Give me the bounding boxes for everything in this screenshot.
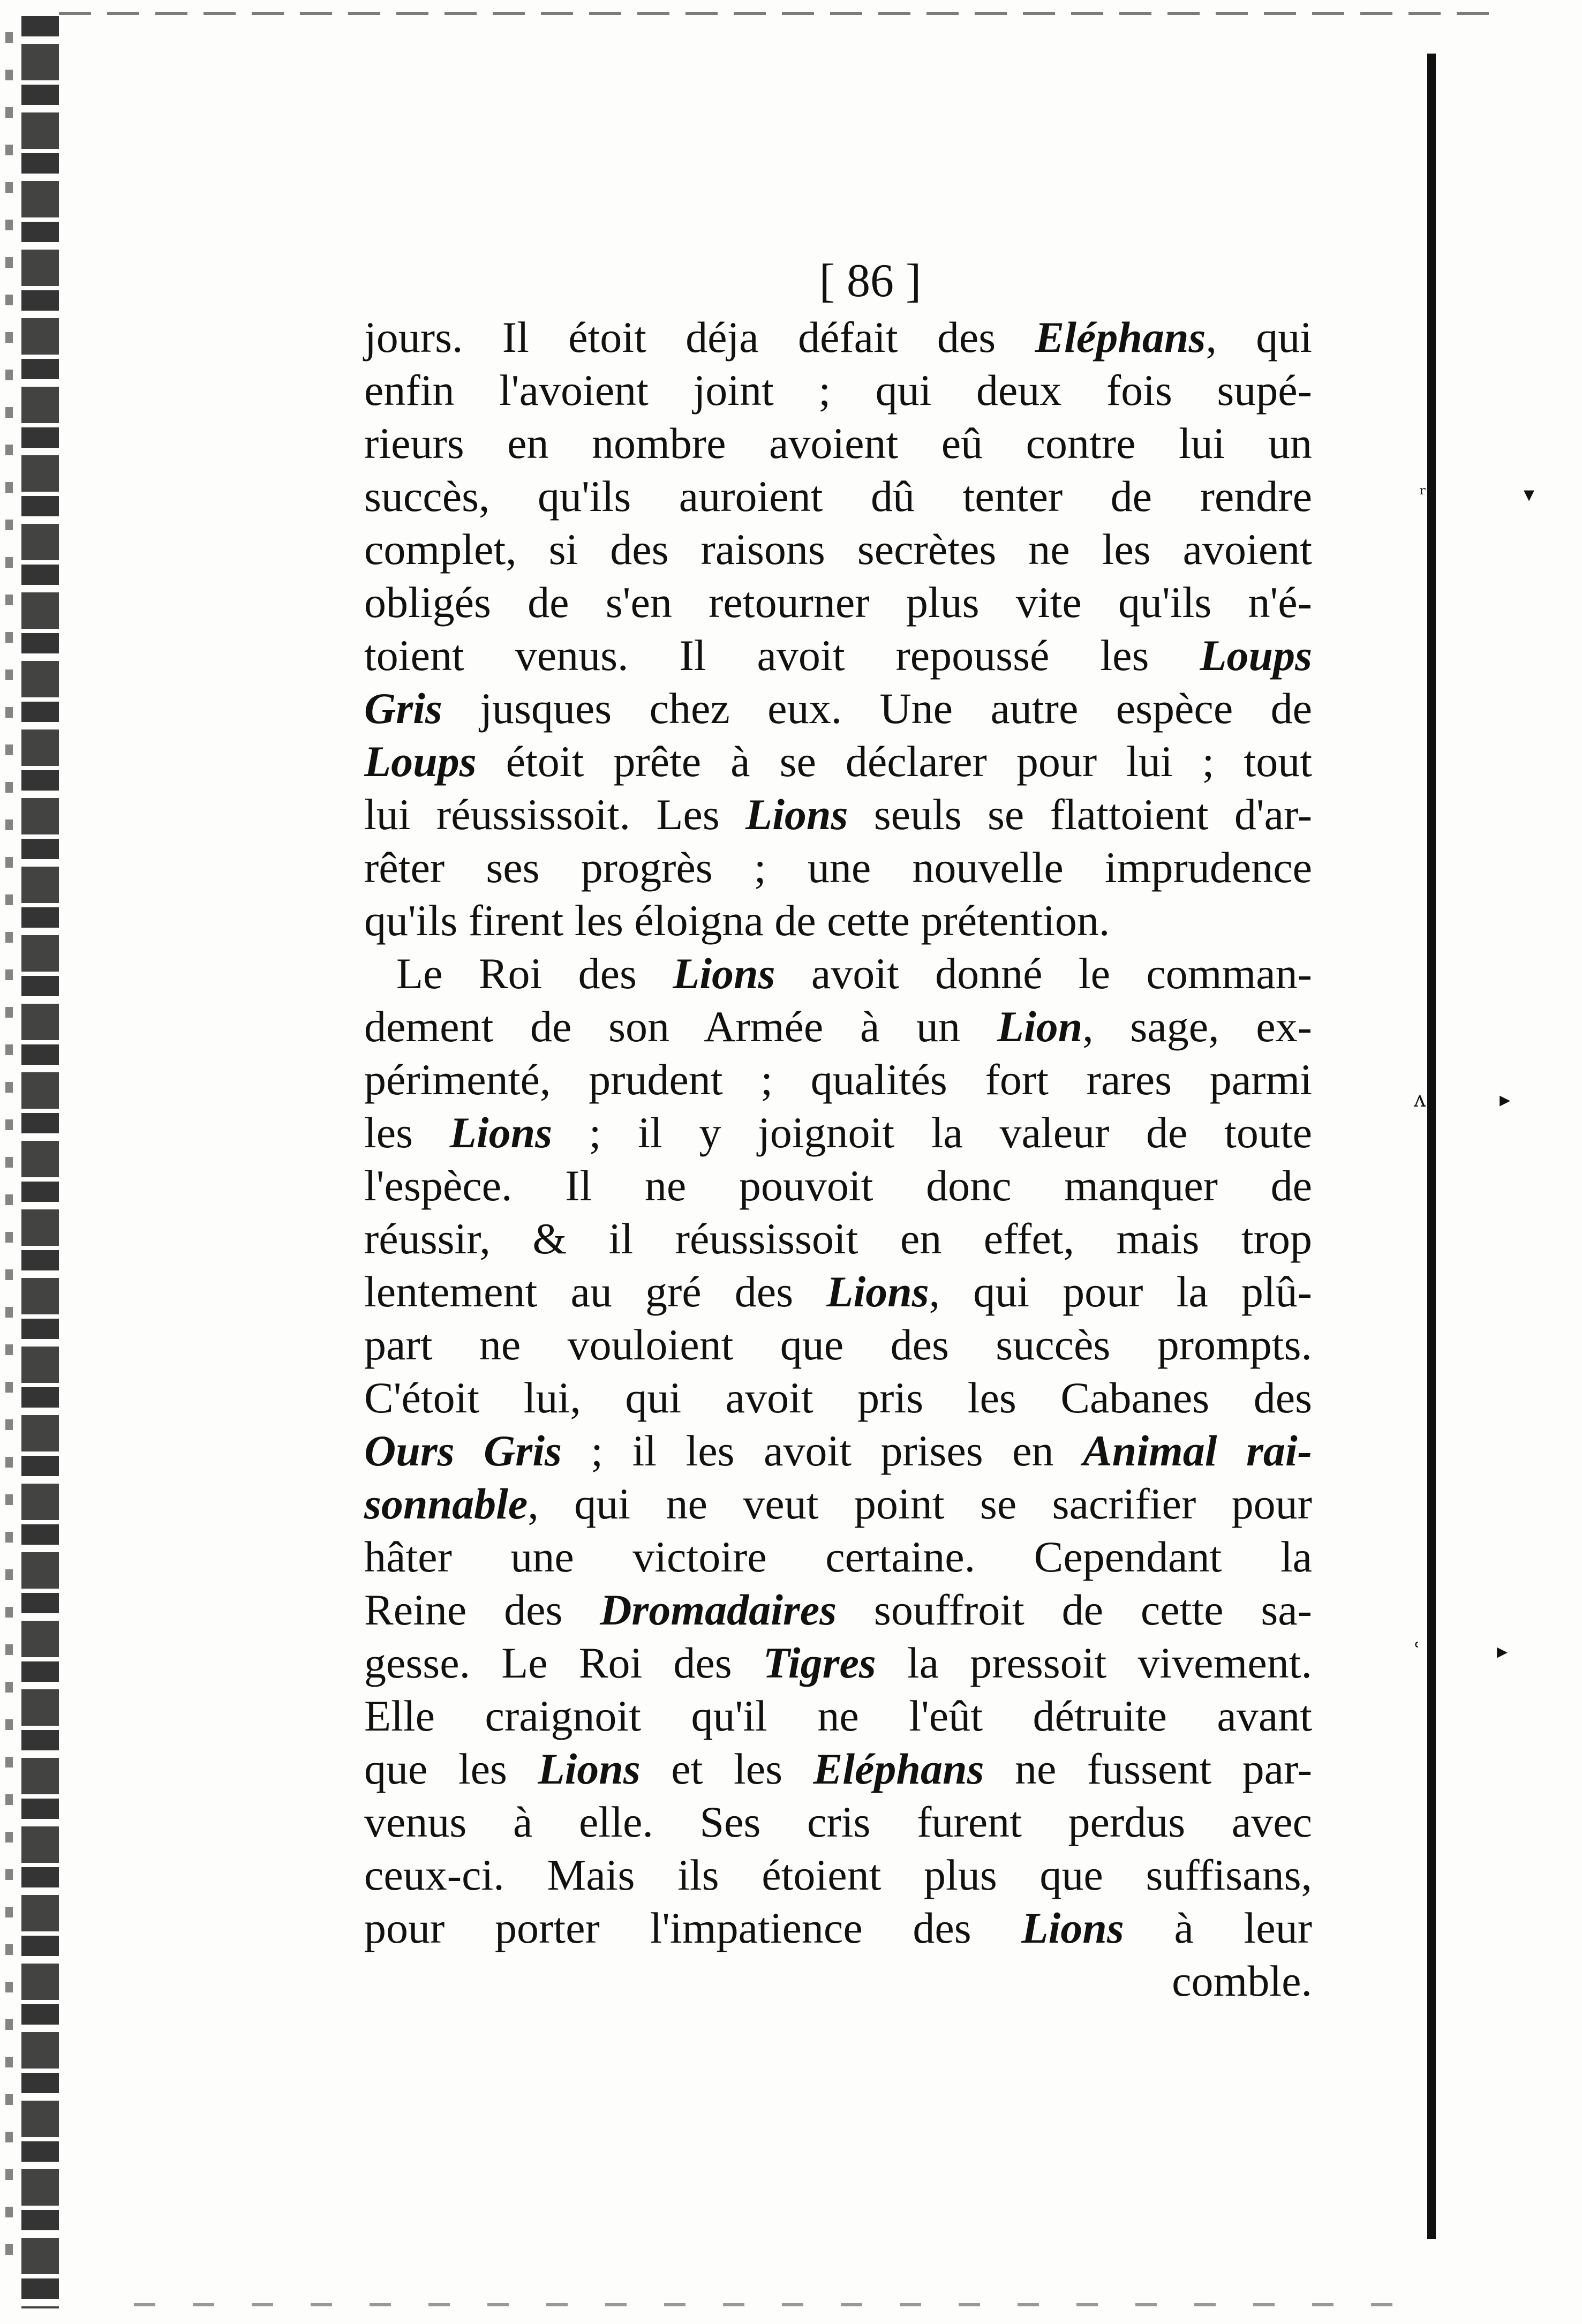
text-line: complet, si des raisons secrètes ne les avoient (364, 525, 1312, 574)
text-line: Gris jusques chez eux. Une autre espèce de (364, 684, 1312, 733)
text-line: jours. Il étoit déja défait des Eléphans, qui (364, 313, 1312, 362)
text-line: rieurs en nombre avoient eû contre lui un (364, 419, 1312, 468)
text-line: lentement au gré des Lions, qui pour la plû- (364, 1267, 1312, 1316)
scan-edge-top (59, 12, 1505, 15)
text-lines (364, 311, 1312, 2007)
text-line: Reine des Dromadaires souffroit de cette sa- (364, 1585, 1312, 1634)
text-line: succès, qu'ils auroient dû tenter de rendre (364, 472, 1312, 521)
margin-mark: ʿ (1414, 1639, 1421, 1664)
margin-mark: ▸ (1500, 1087, 1511, 1112)
text-line: hâter une victoire certaine. Cependant la (364, 1532, 1312, 1581)
text-line: enfin l'avoient joint ; qui deux fois supé- (364, 366, 1312, 415)
text-line: C'étoit lui, qui avoit pris les Cabanes des (364, 1373, 1312, 1422)
text-line: les Lions ; il y joignoit la valeur de toute (364, 1108, 1312, 1157)
scan-edge-bottom (134, 2303, 1419, 2306)
margin-mark: ʳ (1419, 482, 1427, 507)
text-line: obligés de s'en retourner plus vite qu'ils n'é- (364, 578, 1312, 627)
text-line: l'espèce. Il ne pouvoit donc manquer de (364, 1161, 1312, 1210)
text-line: venus à elle. Ses cris furent perdus avec (364, 1797, 1312, 1846)
text-line: Elle craignoit qu'il ne l'eût détruite avant (364, 1691, 1312, 1740)
scan-edge-left (21, 16, 59, 2308)
text-line: Ours Gris ; il les avoit prises en Animal rai- (364, 1426, 1312, 1475)
text-line: rêter ses progrès ; une nouvelle imprudence (364, 843, 1312, 892)
text-line: ceux-ci. Mais ils étoient plus que suffisans, (364, 1851, 1312, 1899)
margin-mark: ʌ (1414, 1087, 1426, 1112)
text-line: que les Lions et les Eléphans ne fussent par- (364, 1744, 1312, 1793)
scan-edge-right (1427, 54, 1436, 2239)
page-number: [ 86 ] (819, 255, 922, 307)
text-line: Loups étoit prête à se déclarer pour lui ; tout (364, 737, 1312, 786)
text-block (364, 252, 1312, 2007)
text-line: réussir, & il réussissoit en effet, mais trop (364, 1214, 1312, 1263)
text-line: qu'ils firent les éloigna de cette prétention. (364, 896, 1110, 945)
text-line: Le Roi des Lions avoit donné le comman- (396, 949, 1312, 998)
text-line: sonnable, qui ne veut point se sacrifier pour (364, 1479, 1312, 1528)
text-line: dement de son Armée à un Lion, sage, ex- (364, 1002, 1312, 1051)
text-line: lui réussissoit. Les Lions seuls se flattoient d'ar- (364, 790, 1312, 839)
margin-mark: ▸ (1497, 1639, 1508, 1664)
text-line: toient venus. Il avoit repoussé les Loups (364, 631, 1312, 680)
margin-mark: ▾ (1524, 482, 1535, 507)
text-line: gesse. Le Roi des Tigres la pressoit vivement. (364, 1638, 1312, 1687)
text-line: périmenté, prudent ; qualités fort rares parmi (364, 1055, 1312, 1104)
text-line: pour porter l'impatience des Lions à leur (364, 1904, 1312, 1952)
scan-edge-left-thin (5, 32, 13, 2282)
text-line: part ne vouloient que des succès prompts. (364, 1320, 1312, 1369)
text-line: comble. (1172, 1957, 1312, 2005)
